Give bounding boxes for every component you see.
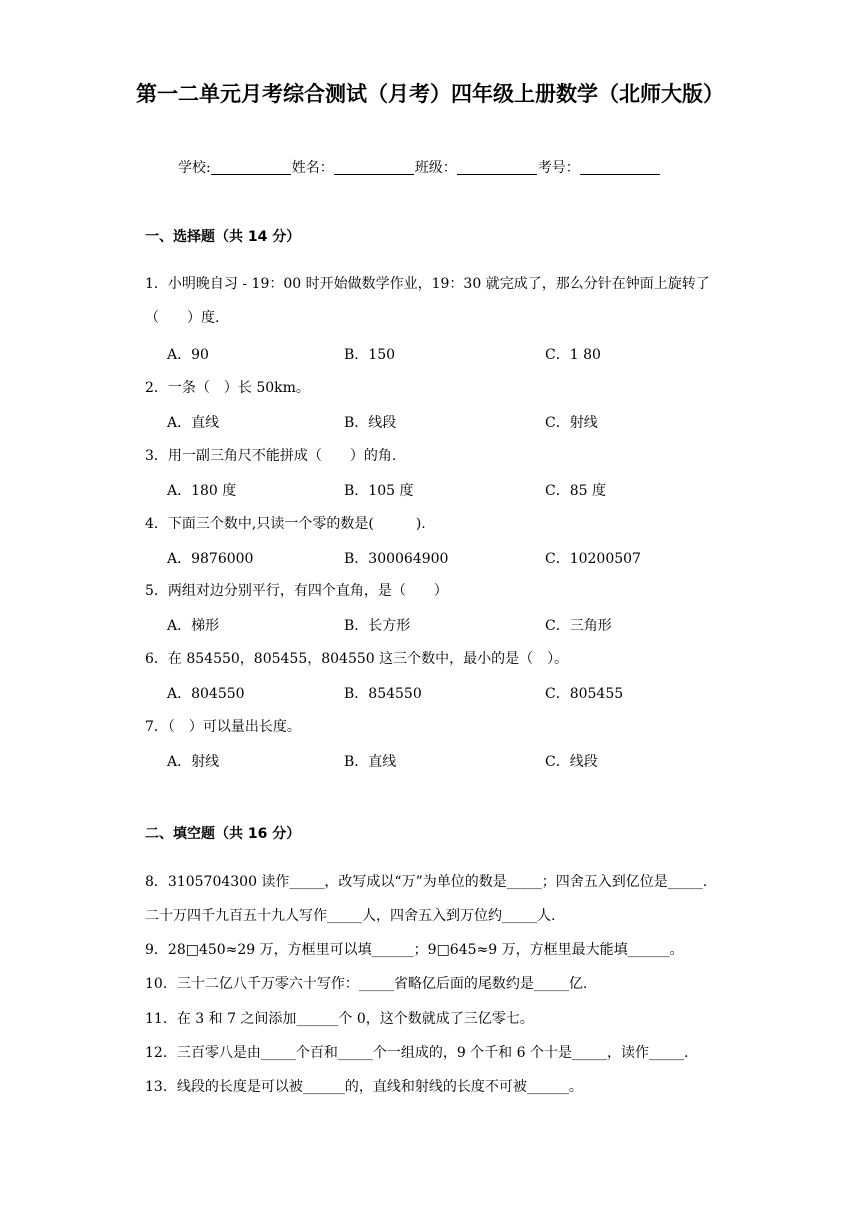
question-4: 4．下面三个数中,只读一个零的数是( ). [145,516,426,532]
exam-no-label: 考号： [537,160,580,176]
question-5: 5．两组对边分别平行，有四个直角，是（ ） [145,583,448,599]
section-heading-fill-in: 二、填空题（共 16 分） [145,826,301,842]
question-2-option-c: C．射线 [545,415,598,431]
school-blank [211,160,291,175]
question-11: 11．在 3 和 7 之间添加______个 0，这个数就成了三亿零七。 [145,1011,534,1027]
name-label: 姓名： [291,160,334,176]
question-7-option-a: A．射线 [167,754,220,770]
question-6: 6．在 854550，805455，804550 这三个数中，最小的是（ ）。 [145,651,569,667]
question-10: 10．三十二亿八千万零六十写作：_____省略亿后面的尾数约是_____亿. [145,976,588,992]
question-5-option-b: B．长方形 [344,618,411,634]
question-6-option-c: C．805455 [545,686,624,702]
question-1: 1．小明晚自习 - 19：00 时开始做数学作业，19：30 就完成了，那么分针在钟面上旋转了（ ）度. [145,276,710,326]
question-1-option-a: A．90 [167,347,209,363]
question-4-option-c: C．10200507 [545,551,641,567]
question-8-line-2: 二十万四千九百五十九人写作_____人，四舍五入到万位约_____人. [145,908,556,924]
question-2-option-b: B．线段 [344,415,397,431]
question-3-option-b: B．105 度 [344,483,414,499]
question-12: 12．三百零八是由_____个百和_____个一组成的，9 个千和 6 个十是_____，读作_____. [145,1045,689,1061]
question-9: 9．28□450≈29 万，方框里可以填______；9□645≈9 万，方框里最大能填______。 [145,942,684,958]
question-2: 2．一条（ ）长 50km。 [145,380,310,396]
question-6-option-a: A．804550 [167,686,245,702]
question-4-option-b: B．300064900 [344,551,449,567]
question-8-line-1: 8．3105704300 读作_____，改写成以“万”为单位的数是_____；四舍五入到亿位是_____. [145,874,708,890]
question-3-option-c: C．85 度 [545,483,606,499]
question-7-option-c: C．线段 [545,754,598,770]
question-1-option-c: C．1 80 [545,347,601,363]
question-5-option-a: A．梯形 [167,618,220,634]
page-title: 第一二单元月考综合测试（月考）四年级上册数学（北师大版） [136,82,724,106]
question-7: 7．（ ）可以量出长度。 [145,719,301,735]
question-3: 3．用一副三角尺不能拼成（ ）的角. [145,448,397,464]
school-label: 学校: [178,160,211,176]
exam-no-blank [580,160,660,175]
question-3-option-a: A．180 度 [167,483,237,499]
class-blank [457,160,537,175]
question-4-option-a: A．9876000 [167,551,254,567]
section-heading-choice: 一、选择题（共 14 分） [145,229,301,245]
question-1-option-b: B．150 [344,347,396,363]
question-7-option-b: B．直线 [344,754,397,770]
name-blank [334,160,414,175]
question-5-option-c: C．三角形 [545,618,612,634]
student-info-line [178,158,661,178]
question-2-option-a: A．直线 [167,415,220,431]
question-13: 13．线段的长度是可以被______的，直线和射线的长度不可被______。 [145,1079,583,1095]
class-label: 班级： [414,160,457,176]
question-6-option-b: B．854550 [344,686,422,702]
